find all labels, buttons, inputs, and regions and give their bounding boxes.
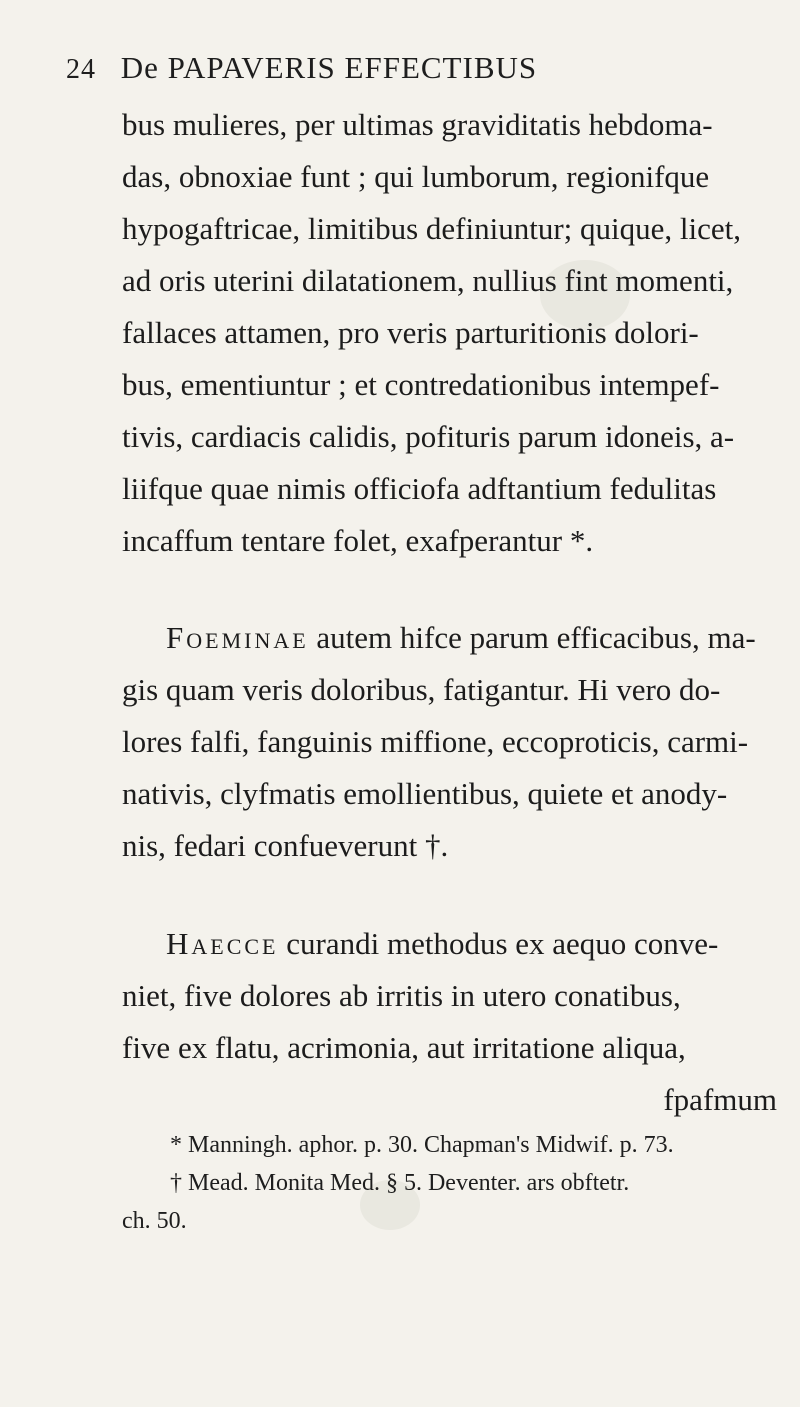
text-line: five ex flatu, acrimonia, aut irritatione aliqua, [122,1030,686,1065]
text-line: das, obnoxiae funt ; qui lumborum, regionifque [122,159,710,194]
text-line: hypogaftricae, limitibus definiuntur; quique, licet, [122,211,741,246]
text-line: nis, fedari confueverunt †. [122,828,449,863]
paragraph-first-line-text: autem hifce parum efficacibus, ma- [316,620,756,655]
text-line: nativis, clyfmatis emollientibus, quiete et anody- [122,776,728,811]
catchword: fpafmum [663,1082,777,1117]
text-line: tivis, cardiacis calidis, pofituris parum idoneis, a- [122,419,735,454]
paragraph-first-line [166,616,766,660]
text-line: incaffum tentare folet, exafperantur *. [122,523,594,558]
footnote: * Manningh. aphor. p. 30. Chapman's Midwif. p. 73. [170,1132,674,1158]
text-line: gis quam veris doloribus, fatigantur. Hi vero do- [122,672,721,707]
paragraph-first-line-text: curandi methodus ex aequo conve- [286,926,719,961]
running-title: De PAPAVERIS EFFECTIBUS [120,50,538,85]
page-number: 24 [66,54,96,85]
paragraph-lead-word: Haecce [166,926,279,961]
text-line: liifque quae nimis officiofa adftantium fedulitas [122,471,717,506]
footnote-continuation: ch. 50. [122,1208,187,1234]
text-line: ad oris uterini dilatationem, nullius fint momenti, [122,263,734,298]
text-line: niet, five dolores ab irritis in utero conatibus, [122,978,681,1013]
footnote: † Mead. Monita Med. § 5. Deventer. ars obftetr. [170,1170,630,1196]
running-head [66,50,766,96]
paragraph-lead-word: Foeminae [166,620,309,655]
text-line: bus mulieres, per ultimas graviditatis hebdoma- [122,107,713,142]
text-line: fallaces attamen, pro veris parturitionis dolori- [122,315,699,350]
text-line: lores falfi, fanguinis miffione, eccoproticis, carmi- [122,724,749,759]
text-line: bus, ementiuntur ; et contredationibus intempef- [122,367,720,402]
paragraph-first-line [166,922,766,966]
